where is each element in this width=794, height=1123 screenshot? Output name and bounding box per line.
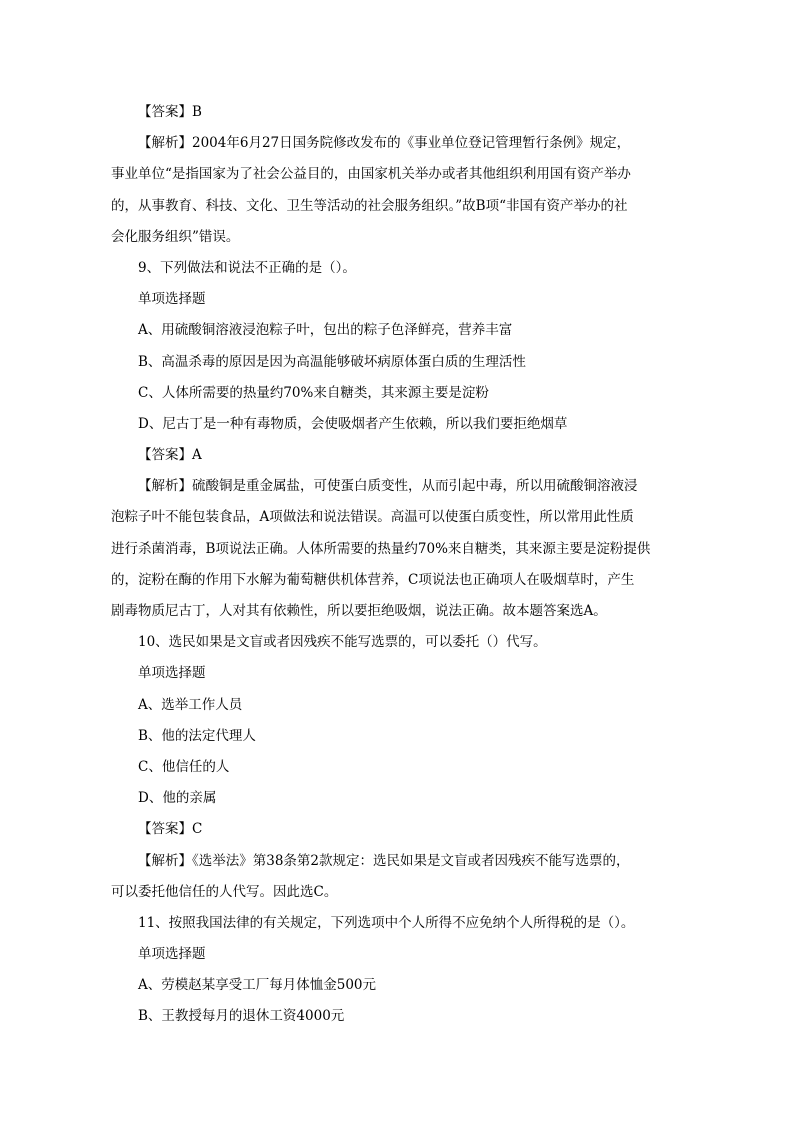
text-line: 【答案】A	[138, 447, 202, 464]
paragraph-analysis	[111, 128, 681, 253]
text-line: D、尼古丁是一种有毒物质，会使吸烟者产生依赖，所以我们要拒绝烟草	[138, 415, 568, 432]
text-line: B、王教授每月的退休工资4000元	[138, 1008, 345, 1025]
paragraph-question	[111, 627, 681, 658]
text-line: 单项选择题	[138, 291, 206, 308]
paragraph-option	[111, 721, 681, 752]
text-line: 事业单位“是指国家为了社会公益目的，由国家机关举办或者其他组织利用国有资产举办	[111, 166, 631, 183]
paragraph-option	[111, 690, 681, 721]
paragraph-answer	[111, 814, 681, 845]
text-line: A、用硫酸铜溶液浸泡粽子叶，包出的粽子色泽鲜亮，营养丰富	[138, 322, 513, 339]
text-line: 的，淀粉在酶的作用下水解为葡萄糖供机体营养，C项说法也正确项人在吸烟草时，产生	[111, 571, 635, 588]
text-line: 【解析】硫酸铜是重金属盐，可使蛋白质变性，从而引起中毒，所以用硫酸铜溶液浸	[138, 478, 638, 495]
text-line: 会化服务组织”错误。	[111, 228, 240, 245]
text-line: 可以委托他信任的人代写。因此选C。	[111, 883, 338, 900]
paragraph-option	[111, 347, 681, 378]
text-line: 【解析】《选举法》第38条第2款规定：选民如果是文盲或者因残疾不能写选票的，	[138, 852, 630, 869]
text-line: C、他信任的人	[138, 758, 230, 775]
paragraph-option	[111, 378, 681, 409]
paragraph-qtype	[111, 658, 681, 689]
text-line: A、选举工作人员	[138, 696, 243, 713]
paragraph-question	[111, 253, 681, 284]
text-line: 单项选择题	[138, 665, 206, 682]
text-line: B、他的法定代理人	[138, 727, 256, 744]
text-line: 10、选民如果是文盲或者因残疾不能写选票的，可以委托（）代写。	[138, 634, 547, 651]
text-line: 11、按照我国法律的有关规定，下列选项中个人所得不应免纳个人所得税的是（）。	[138, 914, 635, 931]
paragraph-answer	[111, 440, 681, 471]
paragraph-option	[111, 752, 681, 783]
text-line: 的，从事教育、科技、文化、卫生等活动的社会服务组织。”故B项“非国有资产举办的社	[111, 197, 628, 214]
text-line: C、人体所需要的热量约70%来自糖类，其来源主要是淀粉	[138, 384, 489, 401]
paragraph-option	[111, 409, 681, 440]
text-line: 【解析】2004年6月27日国务院修改发布的《事业单位登记管理暂行条例》规定，	[138, 135, 631, 152]
text-line: 进行杀菌消毒，B项说法正确。人体所需要的热量约70%来自糖类，其来源主要是淀粉提供	[111, 540, 651, 557]
text-line: A、劳模赵某享受工厂每月体恤金500元	[138, 977, 377, 994]
text-line: 【答案】C	[138, 821, 203, 838]
text-line: 9、下列做法和说法不正确的是（）。	[138, 259, 356, 276]
document-page	[111, 97, 681, 1033]
text-line: 单项选择题	[138, 946, 206, 963]
paragraph-analysis	[111, 846, 681, 908]
paragraph-option	[111, 970, 681, 1001]
paragraph-analysis	[111, 471, 681, 627]
text-line: D、他的亲属	[138, 790, 217, 807]
text-line: 剧毒物质尼古丁，人对其有依赖性，所以要拒绝吸烟，说法正确。故本题答案选A。	[111, 603, 607, 619]
paragraph-question	[111, 908, 681, 939]
text-line: 泡粽子叶不能包装食品，A项做法和说法错误。高温可以使蛋白质变性，所以常用此性质	[111, 509, 634, 526]
paragraph-option	[111, 783, 681, 814]
text-line: B、高温杀毒的原因是因为高温能够破坏病原体蛋白质的生理活性	[138, 353, 526, 370]
paragraph-answer	[111, 97, 681, 128]
paragraph-option	[111, 315, 681, 346]
paragraph-qtype	[111, 939, 681, 970]
paragraph-qtype	[111, 284, 681, 315]
text-line: 【答案】B	[138, 104, 202, 120]
paragraph-option	[111, 1001, 681, 1032]
